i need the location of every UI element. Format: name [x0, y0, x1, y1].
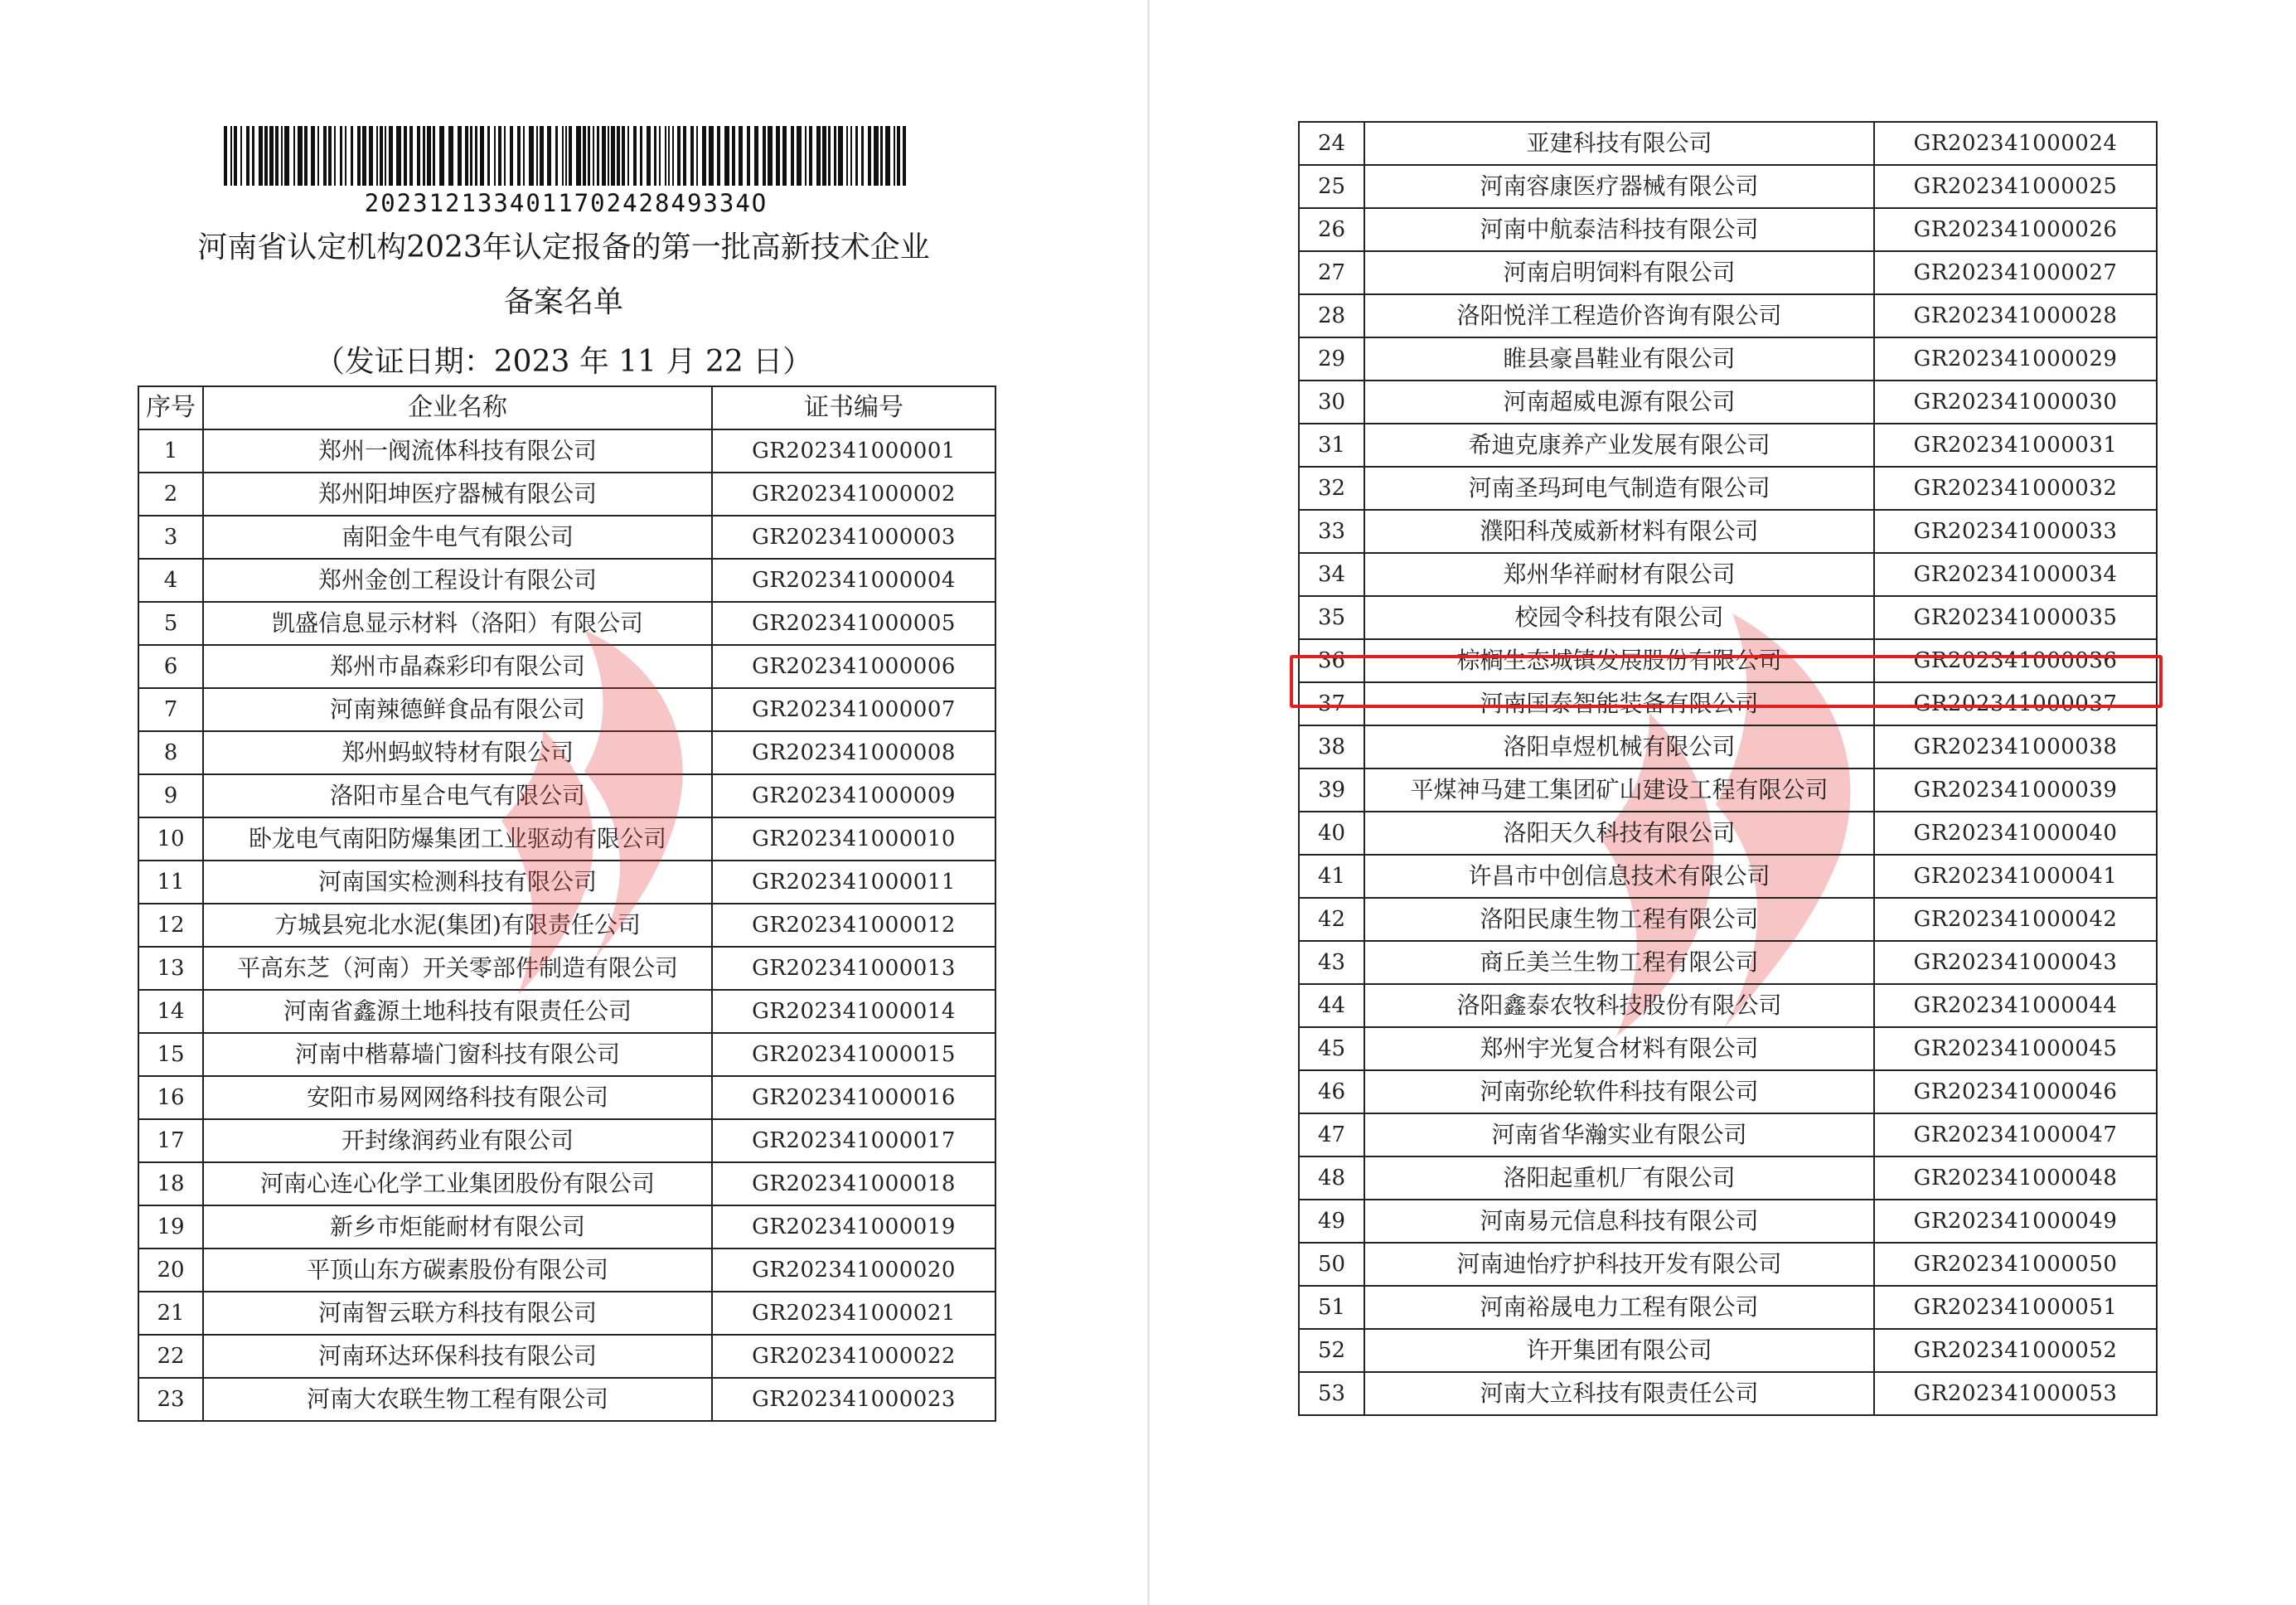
row-certificate-number: GR202341000040: [1874, 812, 2157, 855]
row-certificate-number: GR202341000021: [712, 1292, 995, 1335]
row-serial: 31: [1299, 424, 1364, 467]
row-company-name: 平顶山东方碳素股份有限公司: [203, 1249, 712, 1292]
table-row: [1299, 510, 2157, 553]
row-serial: 14: [138, 990, 203, 1033]
row-company-name: 河南裕晟电力工程有限公司: [1364, 1286, 1874, 1329]
table-row: [1299, 1113, 2157, 1156]
table-row: [1299, 294, 2157, 337]
row-certificate-number: GR202341000052: [1874, 1329, 2157, 1372]
row-certificate-number: GR202341000033: [1874, 510, 2157, 553]
row-certificate-number: GR202341000023: [712, 1378, 995, 1421]
row-certificate-number: GR202341000025: [1874, 165, 2157, 208]
row-company-name: 洛阳鑫泰农牧科技股份有限公司: [1364, 984, 1874, 1027]
table-row: [138, 516, 995, 559]
table-row: [138, 1292, 995, 1335]
table-row: [1299, 1027, 2157, 1070]
row-serial: 50: [1299, 1243, 1364, 1286]
row-serial: 20: [138, 1249, 203, 1292]
row-serial: 47: [1299, 1113, 1364, 1156]
row-company-name: 河南中楷幕墙门窗科技有限公司: [203, 1033, 712, 1076]
table-row: [1299, 725, 2157, 769]
row-serial: 8: [138, 731, 203, 774]
table-row: [138, 645, 995, 688]
row-certificate-number: GR202341000049: [1874, 1200, 2157, 1243]
barcode-bars: [224, 126, 908, 186]
row-company-name: 郑州蚂蚁特材有限公司: [203, 731, 712, 774]
row-company-name: 河南省华瀚实业有限公司: [1364, 1113, 1874, 1156]
table-row: [138, 1335, 995, 1378]
row-certificate-number: GR202341000035: [1874, 596, 2157, 639]
row-certificate-number: GR202341000014: [712, 990, 995, 1033]
row-serial: 28: [1299, 294, 1364, 337]
row-company-name: 郑州阳坤医疗器械有限公司: [203, 473, 712, 516]
row-company-name: 郑州市晶森彩印有限公司: [203, 645, 712, 688]
table-row: [138, 1249, 995, 1292]
row-serial: 29: [1299, 337, 1364, 381]
row-certificate-number: GR202341000027: [1874, 251, 2157, 294]
table-row: [138, 1162, 995, 1205]
document-page-1: [0, 0, 1147, 1605]
table-row: [138, 731, 995, 774]
row-certificate-number: GR202341000041: [1874, 855, 2157, 898]
table-row: [1299, 424, 2157, 467]
table-row: [138, 947, 995, 990]
row-serial: 27: [1299, 251, 1364, 294]
table-row: [138, 1033, 995, 1076]
row-serial: 3: [138, 516, 203, 559]
row-serial: 5: [138, 602, 203, 645]
row-certificate-number: GR202341000003: [712, 516, 995, 559]
row-company-name: 洛阳天久科技有限公司: [1364, 812, 1874, 855]
row-company-name: 许开集团有限公司: [1364, 1329, 1874, 1372]
row-company-name: 河南超威电源有限公司: [1364, 381, 1874, 424]
table-row: [1299, 596, 2157, 639]
row-serial: 51: [1299, 1286, 1364, 1329]
row-company-name: 平高东芝（河南）开关零部件制造有限公司: [203, 947, 712, 990]
row-serial: 33: [1299, 510, 1364, 553]
row-serial: 38: [1299, 725, 1364, 769]
table-header-row: [138, 386, 995, 429]
row-company-name: 郑州宇光复合材料有限公司: [1364, 1027, 1874, 1070]
row-certificate-number: GR202341000045: [1874, 1027, 2157, 1070]
row-serial: 7: [138, 688, 203, 731]
row-company-name: 郑州金创工程设计有限公司: [203, 559, 712, 602]
row-serial: 45: [1299, 1027, 1364, 1070]
row-certificate-number: GR202341000053: [1874, 1372, 2157, 1415]
row-company-name: 希迪克康养产业发展有限公司: [1364, 424, 1874, 467]
row-serial: 42: [1299, 898, 1364, 941]
table-row: [1299, 898, 2157, 941]
table-row: [1299, 812, 2157, 855]
issue-date: （发证日期：2023 年 11 月 22 日）: [314, 345, 813, 379]
table-row: [1299, 1200, 2157, 1243]
company-table-right: [1298, 121, 2158, 1416]
row-serial: 44: [1299, 984, 1364, 1027]
row-certificate-number: GR202341000037: [1874, 682, 2157, 725]
row-certificate-number: GR202341000015: [712, 1033, 995, 1076]
company-table-left: [138, 385, 996, 1422]
row-company-name: 河南启明饲料有限公司: [1364, 251, 1874, 294]
row-serial: 26: [1299, 208, 1364, 251]
table-row: [1299, 1243, 2157, 1286]
row-certificate-number: GR202341000009: [712, 774, 995, 817]
row-company-name: 洛阳市星合电气有限公司: [203, 774, 712, 817]
row-serial: 23: [138, 1378, 203, 1421]
row-certificate-number: GR202341000047: [1874, 1113, 2157, 1156]
row-company-name: 郑州华祥耐材有限公司: [1364, 553, 1874, 596]
row-company-name: 新乡市炬能耐材有限公司: [203, 1205, 712, 1249]
header-company-name: 企业名称: [203, 386, 712, 429]
table-row: [138, 817, 995, 861]
row-company-name: 河南心连心化学工业集团股份有限公司: [203, 1162, 712, 1205]
row-serial: 30: [1299, 381, 1364, 424]
row-serial: 32: [1299, 467, 1364, 510]
row-company-name: 河南中航泰洁科技有限公司: [1364, 208, 1874, 251]
row-serial: 2: [138, 473, 203, 516]
row-certificate-number: GR202341000043: [1874, 941, 2157, 984]
header-certificate-number: 证书编号: [712, 386, 995, 429]
table-row: [138, 774, 995, 817]
row-serial: 46: [1299, 1070, 1364, 1113]
row-company-name: 洛阳卓煜机械有限公司: [1364, 725, 1874, 769]
row-certificate-number: GR202341000036: [1874, 639, 2157, 682]
table-row: [1299, 769, 2157, 812]
table-row: [138, 429, 995, 473]
row-serial: 11: [138, 861, 203, 904]
document-subtitle: 备案名单: [503, 285, 623, 319]
row-certificate-number: GR202341000007: [712, 688, 995, 731]
table-row: [1299, 1372, 2157, 1415]
table-body-left: [138, 429, 995, 1421]
row-serial: 22: [138, 1335, 203, 1378]
row-company-name: 洛阳悦洋工程造价咨询有限公司: [1364, 294, 1874, 337]
table-row: [1299, 855, 2157, 898]
row-company-name: 河南环达环保科技有限公司: [203, 1335, 712, 1378]
table-row: [1299, 251, 2157, 294]
table-row: [138, 861, 995, 904]
row-certificate-number: GR202341000030: [1874, 381, 2157, 424]
row-company-name: 河南大农联生物工程有限公司: [203, 1378, 712, 1421]
row-serial: 35: [1299, 596, 1364, 639]
row-certificate-number: GR202341000020: [712, 1249, 995, 1292]
table-row: [1299, 337, 2157, 381]
header-serial: 序号: [138, 386, 203, 429]
row-company-name: 安阳市易网网络科技有限公司: [203, 1076, 712, 1119]
row-serial: 25: [1299, 165, 1364, 208]
table-row: [138, 559, 995, 602]
row-company-name: 河南迪怡疗护科技开发有限公司: [1364, 1243, 1874, 1286]
row-company-name: 卧龙电气南阳防爆集团工业驱动有限公司: [203, 817, 712, 861]
row-company-name: 河南容康医疗器械有限公司: [1364, 165, 1874, 208]
row-certificate-number: GR202341000011: [712, 861, 995, 904]
row-serial: 41: [1299, 855, 1364, 898]
row-certificate-number: GR202341000004: [712, 559, 995, 602]
row-serial: 4: [138, 559, 203, 602]
row-company-name: 河南辣德鲜食品有限公司: [203, 688, 712, 731]
table-row: [138, 602, 995, 645]
table-row: [138, 1378, 995, 1421]
row-certificate-number: GR202341000050: [1874, 1243, 2157, 1286]
table-row: [1299, 467, 2157, 510]
row-certificate-number: GR202341000019: [712, 1205, 995, 1249]
row-serial: 48: [1299, 1156, 1364, 1200]
row-company-name: 郑州一阀流体科技有限公司: [203, 429, 712, 473]
row-company-name: 开封缘润药业有限公司: [203, 1119, 712, 1162]
row-company-name: 商丘美兰生物工程有限公司: [1364, 941, 1874, 984]
row-certificate-number: GR202341000028: [1874, 294, 2157, 337]
row-certificate-number: GR202341000006: [712, 645, 995, 688]
row-serial: 16: [138, 1076, 203, 1119]
row-serial: 37: [1299, 682, 1364, 725]
row-certificate-number: GR202341000042: [1874, 898, 2157, 941]
row-company-name: 濮阳科茂威新材料有限公司: [1364, 510, 1874, 553]
row-certificate-number: GR202341000031: [1874, 424, 2157, 467]
table-row: [1299, 682, 2157, 725]
row-certificate-number: GR202341000012: [712, 904, 995, 947]
row-company-name: 河南弥纶软件科技有限公司: [1364, 1070, 1874, 1113]
row-serial: 6: [138, 645, 203, 688]
table-row: [1299, 122, 2157, 165]
row-certificate-number: GR202341000034: [1874, 553, 2157, 596]
table-row: [1299, 1329, 2157, 1372]
table-row: [1299, 208, 2157, 251]
row-serial: 17: [138, 1119, 203, 1162]
table-row: [1299, 1156, 2157, 1200]
row-serial: 18: [138, 1162, 203, 1205]
row-serial: 19: [138, 1205, 203, 1249]
table-row: [1299, 381, 2157, 424]
table-body-right: [1299, 122, 2157, 1415]
row-certificate-number: GR202341000013: [712, 947, 995, 990]
table-row: [1299, 553, 2157, 596]
row-certificate-number: GR202341000024: [1874, 122, 2157, 165]
table-row: [1299, 1286, 2157, 1329]
row-serial: 9: [138, 774, 203, 817]
row-certificate-number: GR202341000017: [712, 1119, 995, 1162]
row-certificate-number: GR202341000008: [712, 731, 995, 774]
row-certificate-number: GR202341000048: [1874, 1156, 2157, 1200]
table-row: [138, 1205, 995, 1249]
row-company-name: 凯盛信息显示材料（洛阳）有限公司: [203, 602, 712, 645]
barcode-number: 202312133401170242849334O: [364, 189, 768, 217]
row-certificate-number: GR202341000026: [1874, 208, 2157, 251]
row-certificate-number: GR202341000010: [712, 817, 995, 861]
table-row: [1299, 639, 2157, 682]
row-company-name: 河南大立科技有限责任公司: [1364, 1372, 1874, 1415]
table-row: [1299, 984, 2157, 1027]
row-certificate-number: GR202341000002: [712, 473, 995, 516]
row-serial: 24: [1299, 122, 1364, 165]
row-company-name: 睢县豪昌鞋业有限公司: [1364, 337, 1874, 381]
table-row: [138, 473, 995, 516]
row-certificate-number: GR202341000016: [712, 1076, 995, 1119]
row-company-name: 河南国实检测科技有限公司: [203, 861, 712, 904]
row-company-name: 河南国泰智能装备有限公司: [1364, 682, 1874, 725]
row-certificate-number: GR202341000032: [1874, 467, 2157, 510]
row-certificate-number: GR202341000044: [1874, 984, 2157, 1027]
table-row: [138, 688, 995, 731]
table-row: [138, 1076, 995, 1119]
table-row: [138, 1119, 995, 1162]
row-serial: 49: [1299, 1200, 1364, 1243]
row-serial: 10: [138, 817, 203, 861]
row-certificate-number: GR202341000038: [1874, 725, 2157, 769]
barcode: [224, 126, 908, 186]
row-company-name: 许昌市中创信息技术有限公司: [1364, 855, 1874, 898]
table-row: [1299, 941, 2157, 984]
row-serial: 43: [1299, 941, 1364, 984]
row-certificate-number: GR202341000005: [712, 602, 995, 645]
row-company-name: 河南省鑫源土地科技有限责任公司: [203, 990, 712, 1033]
document-title: 河南省认定机构2023年认定报备的第一批高新技术企业: [197, 230, 930, 264]
row-company-name: 洛阳民康生物工程有限公司: [1364, 898, 1874, 941]
row-serial: 40: [1299, 812, 1364, 855]
row-serial: 1: [138, 429, 203, 473]
row-serial: 36: [1299, 639, 1364, 682]
row-company-name: 河南圣玛珂电气制造有限公司: [1364, 467, 1874, 510]
row-company-name: 方城县宛北水泥(集团)有限责任公司: [203, 904, 712, 947]
row-serial: 34: [1299, 553, 1364, 596]
row-serial: 53: [1299, 1372, 1364, 1415]
row-company-name: 洛阳起重机厂有限公司: [1364, 1156, 1874, 1200]
row-company-name: 亚建科技有限公司: [1364, 122, 1874, 165]
row-serial: 52: [1299, 1329, 1364, 1372]
table-row: [138, 990, 995, 1033]
table-row: [138, 904, 995, 947]
row-certificate-number: GR202341000001: [712, 429, 995, 473]
row-company-name: 校园令科技有限公司: [1364, 596, 1874, 639]
row-certificate-number: GR202341000022: [712, 1335, 995, 1378]
row-company-name: 棕榈生态城镇发展股份有限公司: [1364, 639, 1874, 682]
row-serial: 12: [138, 904, 203, 947]
row-certificate-number: GR202341000051: [1874, 1286, 2157, 1329]
row-company-name: 河南智云联方科技有限公司: [203, 1292, 712, 1335]
row-serial: 15: [138, 1033, 203, 1076]
row-company-name: 南阳金牛电气有限公司: [203, 516, 712, 559]
row-serial: 21: [138, 1292, 203, 1335]
row-company-name: 平煤神马建工集团矿山建设工程有限公司: [1364, 769, 1874, 812]
row-certificate-number: GR202341000039: [1874, 769, 2157, 812]
row-serial: 13: [138, 947, 203, 990]
row-certificate-number: GR202341000018: [712, 1162, 995, 1205]
row-serial: 39: [1299, 769, 1364, 812]
table-row: [1299, 165, 2157, 208]
row-certificate-number: GR202341000046: [1874, 1070, 2157, 1113]
table-row: [1299, 1070, 2157, 1113]
row-company-name: 河南易元信息科技有限公司: [1364, 1200, 1874, 1243]
row-certificate-number: GR202341000029: [1874, 337, 2157, 381]
